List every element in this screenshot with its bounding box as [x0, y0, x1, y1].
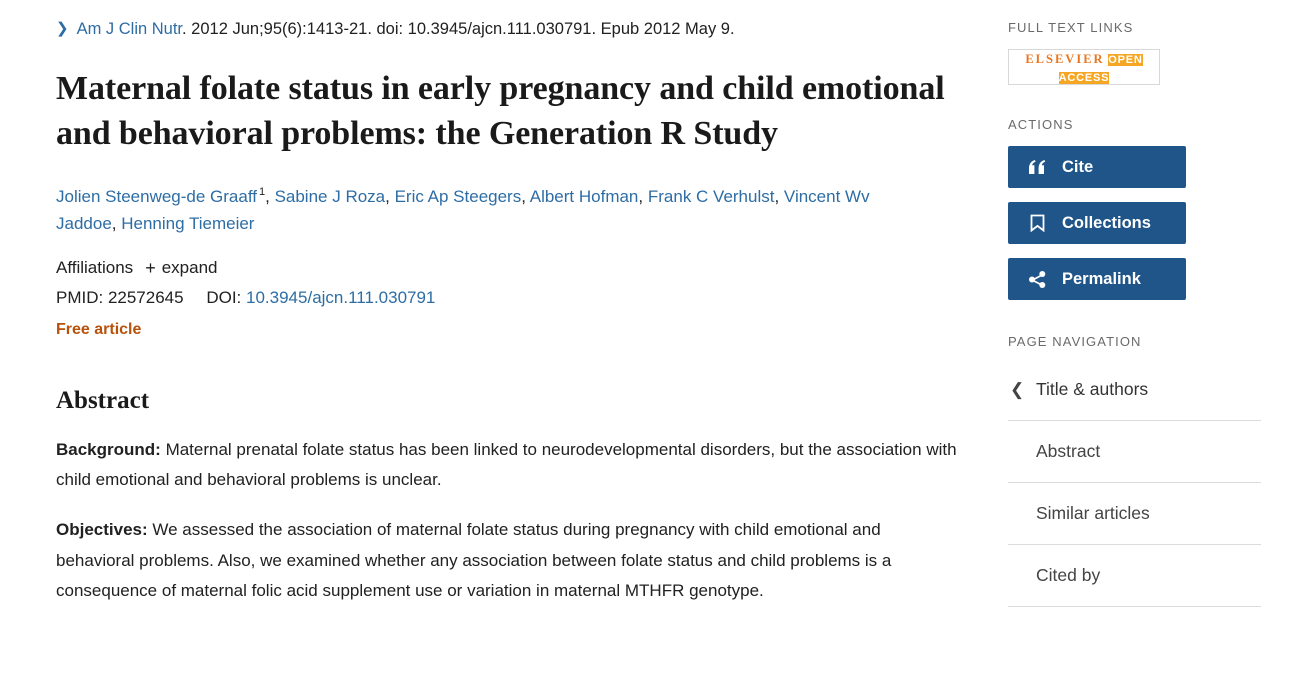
quote-icon [1024, 160, 1050, 174]
author-affiliation-marker: 1 [258, 186, 266, 199]
permalink-button-label: Permalink [1062, 269, 1141, 288]
page-navigation-heading: PAGE NAVIGATION [1008, 334, 1142, 349]
pmid-text: PMID: 22572645 [56, 287, 184, 307]
bookmark-icon [1024, 214, 1050, 232]
author-link[interactable]: Frank C Verhulst [647, 186, 775, 206]
free-article-badge: Free article [56, 320, 142, 338]
author-link[interactable]: Sabine J Roza [274, 186, 386, 206]
elsevier-open-access-link[interactable] [1008, 49, 1160, 85]
citation-details: . 2012 Jun;95(6):1413-21. doi: 10.3945/ajcn.111.030791. Epub 2012 May 9. [182, 20, 735, 38]
author-link[interactable]: Jolien Steenweg-de Graaff [56, 186, 257, 206]
abstract-section-text: We assessed the association of maternal folate status during pregnancy with child emotional and behavioral problems. Also, we examined whether any association between folate status and child problems is a consequence of maternal folic acid supplement use or variation in maternal MTHFR genotype. [56, 520, 892, 600]
collections-button[interactable] [1008, 202, 1186, 244]
cite-button[interactable] [1008, 146, 1186, 188]
cite-button-label: Cite [1062, 157, 1094, 176]
nav-item-abstract[interactable] [1008, 421, 1261, 483]
nav-item-label: Title & authors [1036, 379, 1149, 399]
affiliations-row [56, 258, 960, 278]
identifiers-row [56, 288, 960, 308]
abstract-section-label: Objectives: [56, 520, 148, 540]
author-link[interactable]: Eric Ap Steegers [394, 186, 522, 206]
plus-icon: + [145, 257, 156, 278]
nav-item-similar-articles[interactable] [1008, 483, 1261, 545]
expand-affiliations-button[interactable] [145, 258, 217, 278]
nav-item-label: Similar articles [1036, 503, 1150, 523]
abstract-section-objectives [56, 515, 960, 606]
actions-block [1008, 117, 1261, 300]
doi-link[interactable]: 10.3945/ajcn.111.030791 [246, 287, 436, 307]
permalink-button[interactable] [1008, 258, 1186, 300]
page-navigation-block [1008, 334, 1261, 607]
chevron-right-icon[interactable]: ❯ [56, 20, 69, 37]
nav-item-label: Cited by [1036, 565, 1101, 585]
expand-label: expand [161, 257, 218, 277]
actions-heading: ACTIONS [1008, 117, 1074, 132]
share-icon [1024, 271, 1050, 288]
publisher-name: ELSEVIER [1025, 52, 1105, 66]
citation-line [56, 18, 960, 41]
affiliations-label: Affiliations [56, 257, 134, 277]
article-sidebar [1000, 0, 1297, 700]
author-list: Jolien Steenweg-de Graaff $^1$, Sabine J Roza, Eric Ap Steegers, Albert Hofman, Frank C Verhulst, Vincent Wv Jaddoe, Henning Tiemeier [56, 186, 870, 234]
nav-item-title-authors[interactable] [1008, 359, 1261, 421]
open-access-label: OPEN ACCESS [1058, 54, 1143, 84]
author-link[interactable]: Henning Tiemeier [121, 214, 255, 234]
abstract-section-label: Background: [56, 439, 161, 459]
nav-item-label: Abstract [1036, 441, 1101, 461]
journal-link[interactable]: Am J Clin Nutr [76, 20, 183, 38]
chevron-left-icon: ❮ [1010, 379, 1025, 399]
abstract-section-background [56, 435, 960, 496]
doi-label: DOI: [206, 287, 242, 307]
nav-item-cited-by[interactable] [1008, 545, 1261, 607]
abstract-section-text: Maternal prenatal folate status has been linked to neurodevelopmental disorders, but the association with child emotional and behavioral problems is unclear. [56, 439, 957, 490]
author-link[interactable]: Albert Hofman [529, 186, 639, 206]
page-title: Maternal folate status in early pregnancy and child emotional and behavioral problems: the Generation R Study [56, 70, 945, 152]
full-text-links-heading: FULL TEXT LINKS [1008, 20, 1134, 35]
abstract-heading: Abstract [56, 386, 150, 414]
collections-button-label: Collections [1062, 213, 1151, 232]
author-link[interactable]: Vincent Wv Jaddoe [56, 186, 870, 234]
